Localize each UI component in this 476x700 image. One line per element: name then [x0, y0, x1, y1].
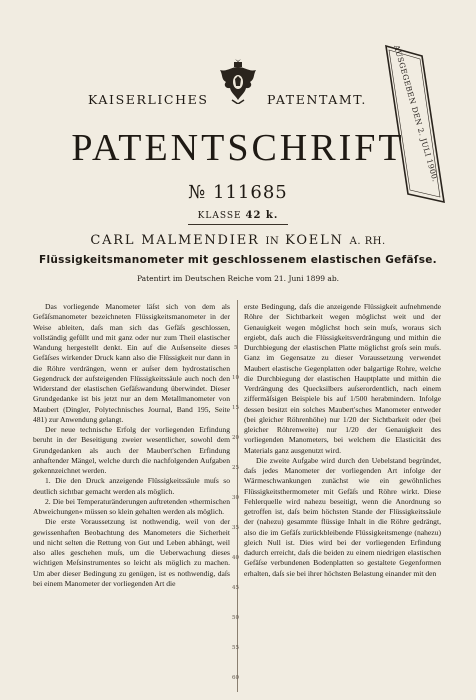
body-paragraph: Die zweite Aufgabe wird durch den Uebelstand begründet, daſs jedes Manometer der vorliegenden Art infolge der Wärmeschwankungen zunächst wie ein gewöhnliches Flüssigkeitsthermometer mit Gefäſs und Röhre wirkt. Diese Fehlerquelle wird nahezu beseitigt, wenn die Anordnung so getroffen ist, daſs beim höchsten Stande der Flüssigkeitssäule der (nahezu) gesammte flüssige Inhalt in die Röhre gedrängt, also die im Gefäſs zurückbleibende Flüssigkeitsmenge (nahezu) gleich Null ist. Dies wird bei der vorliegenden Erfindung dadurch erreicht, daſs die beiden zu einem niedrigen elastischen Gefäſse verbundenen Bodenplatten so gestaltete Gegenformen erhalten, daſs sie bei ihrer höchsten Belastung einander mit den [244, 455, 441, 578]
office-header-left: KAISERLICHES [88, 92, 209, 107]
imperial-eagle-emblem [218, 58, 258, 104]
stamp-text: AUSGEGEBEN DEN 2. JULI 1900. [392, 43, 440, 184]
line-number: 15 [232, 405, 239, 411]
office-header-right: PATENTAMT. [267, 92, 367, 107]
class-label: KLASSE [197, 211, 242, 221]
body-paragraph: Die erste Voraussetzung ist nothwendig, weil von der gewissenhaften Beobachtung des Manometers die Sicherheit und nicht selten die Rettung von Gut und Leben abhängt, weil also alles geschehen muſs, um die Ueberwachung dieses wichtigen Meſsinstrumentes so leicht als möglich zu machen. Um aber dieser Bedingung zu genügen, ist es nothwendig, daſs bei einem Manometer der vorliegenden Art die [33, 517, 230, 588]
inventor-in: IN [265, 236, 280, 247]
patent-subject: Flüssigkeitsmanometer mit geschlossenem elastischen Gefäſse. [39, 254, 437, 266]
line-number: 20 [232, 435, 239, 441]
line-number: 45 [232, 585, 239, 591]
body-paragraph: erste Bedingung, daſs die anzeigende Flüssigkeit aufnehmende Röhre der Sichtbarkeit wegen möglichst weit und der Genauigkeit wegen möglichst hoch sein muſs, woraus sich ergiebt, daſs auch die Flüssigkeitsverdrängung und mithin die Durchbiegung der elastischen Platte möglichst groſs sein muſs. Ganz im Gegensatze zu dieser Voraussetzung verwendet Maubert elastische Gegenplatten oder balgartige Rohre, welche die Durchbiegung der elastischen Hauptplatte und mithin die Verdrängung des Quecksilbers auſserordentlich, nach einem ziffermäſsigen Beispiele bis auf 1/500 herabmindern. Infolge dessen besitzt ein solches Maubert'sches Manometer entweder (bei gleicher Röhrenhöhe) nur 1/20 der Sichtbarkeit oder (bei gleicher Röhrenweite) nur 1/20 der Genauigkeit des vorliegenden Manometers, bei welchem die Elasticität des Materials ganz ausgenutzt wird. [244, 302, 441, 455]
inventor-line [0, 233, 476, 248]
body-paragraph: Das vorliegende Manometer läſst sich von dem als Gefäſsmanometer bezeichneten Flüssigkeitsmanometer in der Weise ableiten, daſs man sich das Gefäſs geschlossen, vollständig gefüllt und mit ganz oder nur zum Theil elastischer Wandung hergestellt denkt. Ein auf die Auſsenseite dieses Gefäſses wirkender Druck kann also die Flüssigkeit nur dann in die Röhre verdrängen, wenn er auſser dem hydrostatischen Gegendruck der aufsteigenden Flüssigkeitssäule auch noch den Widerstand der elastischen Gefäſswandung überwindet. Dieser Grundgedanke ist bis jetzt nur an dem Metallmanometer von Maubert (Dingler, Polytechnisches Journal, Band 195, Seite 481) zur Anwendung gelangt. [33, 302, 230, 424]
class-value: 42 k. [245, 210, 279, 221]
body-paragraph: 2. Die bei Temperaturänderungen auftretenden »thermischen Abweichungen« müssen so klein gehalten werden als möglich. [33, 496, 230, 516]
body-paragraph: Der neue technische Erfolg der vorliegenden Erfindung beruht in der Beseitigung zweier wesentlicher, sowohl dem Grundgedanken als auch der Maubert'schen Erfindung anhaftender Mängel, welche durch die nachfolgenden Aufgaben gekennzeichnet werden. [33, 425, 230, 475]
patented-date: Patentirt im Deutschen Reiche vom 21. Juni 1899 ab. [136, 274, 340, 283]
patent-class [0, 210, 476, 221]
line-number: 5 [234, 345, 238, 351]
body-column-right [244, 302, 441, 579]
inventor-region: A. RH. [349, 236, 386, 247]
line-number: 30 [232, 495, 239, 501]
line-number: 25 [232, 465, 239, 471]
body-paragraph: 1. Die den Druck anzeigende Flüssigkeitssäule muſs so deutlich sichtbar gemacht werden als möglich. [33, 476, 230, 496]
line-number: 35 [232, 525, 239, 531]
inventor-place: KOELN [285, 233, 344, 248]
header-rule [188, 224, 288, 225]
patent-number: № 111685 [188, 182, 288, 203]
line-number: 55 [232, 645, 239, 651]
line-number: 50 [232, 615, 239, 621]
document-title: PATENTSCHRIFT [71, 127, 405, 169]
line-number: 10 [232, 375, 239, 381]
line-number: 40 [232, 555, 239, 561]
inventor-name: CARL MALMENDIER [90, 233, 260, 248]
body-column-left [33, 302, 230, 589]
line-number: 60 [232, 675, 239, 681]
